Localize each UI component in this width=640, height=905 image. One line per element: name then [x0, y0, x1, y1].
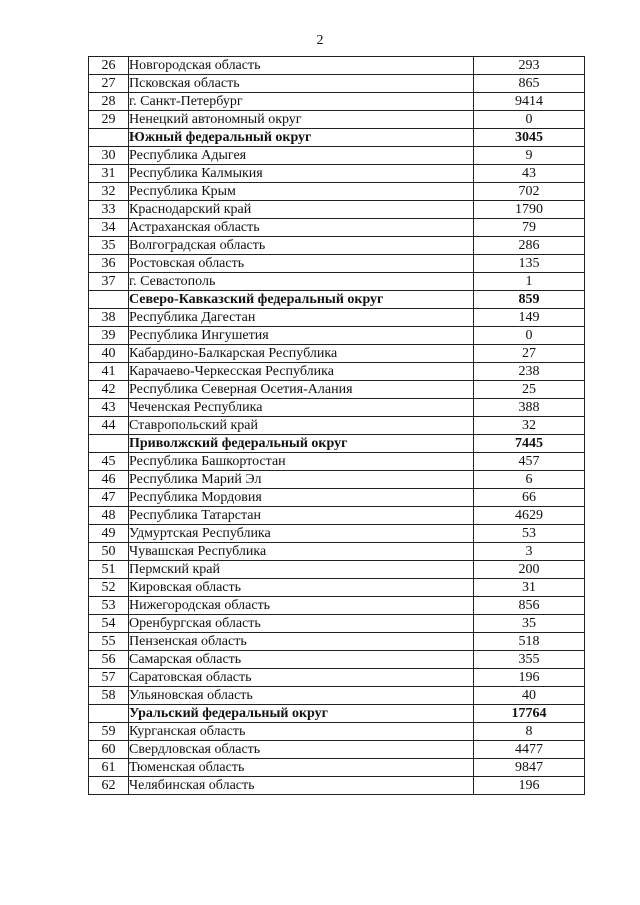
region-name-cell: Республика Башкортостан — [129, 453, 474, 471]
value-cell: 31 — [474, 579, 585, 597]
value-cell: 35 — [474, 615, 585, 633]
row-number-cell: 56 — [89, 651, 129, 669]
row-number-cell: 60 — [89, 741, 129, 759]
value-cell: 9414 — [474, 93, 585, 111]
table-row — [89, 57, 585, 75]
row-number-cell: 36 — [89, 255, 129, 273]
table-row — [89, 471, 585, 489]
region-name-cell: Тюменская область — [129, 759, 474, 777]
page-number: 2 — [316, 33, 324, 48]
value-cell: 25 — [474, 381, 585, 399]
value-cell: 9 — [474, 147, 585, 165]
value-cell: 196 — [474, 777, 585, 795]
row-number-cell: 57 — [89, 669, 129, 687]
row-number-cell: 47 — [89, 489, 129, 507]
region-name-cell: Ненецкий автономный округ — [129, 111, 474, 129]
row-number-cell: 43 — [89, 399, 129, 417]
row-number-cell: 41 — [89, 363, 129, 381]
region-name-cell: Пермский край — [129, 561, 474, 579]
table-row — [89, 165, 585, 183]
table-row — [89, 489, 585, 507]
value-cell: 3045 — [474, 129, 585, 147]
table-row — [89, 237, 585, 255]
region-name-cell: Саратовская область — [129, 669, 474, 687]
region-name-cell: Республика Татарстан — [129, 507, 474, 525]
value-cell: 43 — [474, 165, 585, 183]
table-row — [89, 201, 585, 219]
region-name-cell: Республика Марий Эл — [129, 471, 474, 489]
region-name-cell: Уральский федеральный округ — [129, 705, 474, 723]
region-name-cell: Свердловская область — [129, 741, 474, 759]
region-name-cell: Ульяновская область — [129, 687, 474, 705]
region-name-cell: Республика Дагестан — [129, 309, 474, 327]
row-number-cell: 46 — [89, 471, 129, 489]
table-row — [89, 309, 585, 327]
table-row — [89, 525, 585, 543]
row-number-cell: 54 — [89, 615, 129, 633]
region-name-cell: Южный федеральный округ — [129, 129, 474, 147]
row-number-cell: 51 — [89, 561, 129, 579]
table-row — [89, 399, 585, 417]
value-cell: 79 — [474, 219, 585, 237]
row-number-cell: 44 — [89, 417, 129, 435]
table-row — [89, 453, 585, 471]
row-number-cell: 61 — [89, 759, 129, 777]
value-cell: 4629 — [474, 507, 585, 525]
table-row — [89, 579, 585, 597]
row-number-cell: 53 — [89, 597, 129, 615]
value-cell: 286 — [474, 237, 585, 255]
row-number-cell: 37 — [89, 273, 129, 291]
table-row — [89, 381, 585, 399]
value-cell: 293 — [474, 57, 585, 75]
row-number-cell — [89, 129, 129, 147]
table-row — [89, 273, 585, 291]
table-row — [89, 633, 585, 651]
value-cell: 32 — [474, 417, 585, 435]
table-row — [89, 651, 585, 669]
row-number-cell: 31 — [89, 165, 129, 183]
table-row — [89, 147, 585, 165]
row-number-cell: 32 — [89, 183, 129, 201]
row-number-cell: 62 — [89, 777, 129, 795]
value-cell: 0 — [474, 327, 585, 345]
table-row — [89, 741, 585, 759]
value-cell: 457 — [474, 453, 585, 471]
district-row — [89, 291, 585, 309]
row-number-cell: 50 — [89, 543, 129, 561]
value-cell: 40 — [474, 687, 585, 705]
region-name-cell: Республика Северная Осетия-Алания — [129, 381, 474, 399]
table-row — [89, 417, 585, 435]
region-name-cell: Ростовская область — [129, 255, 474, 273]
row-number-cell — [89, 705, 129, 723]
table-row — [89, 93, 585, 111]
row-number-cell: 55 — [89, 633, 129, 651]
value-cell: 859 — [474, 291, 585, 309]
value-cell: 1 — [474, 273, 585, 291]
row-number-cell: 40 — [89, 345, 129, 363]
table-row — [89, 183, 585, 201]
value-cell: 3 — [474, 543, 585, 561]
table-row — [89, 111, 585, 129]
table-body — [89, 57, 585, 795]
value-cell: 4477 — [474, 741, 585, 759]
value-cell: 8 — [474, 723, 585, 741]
region-name-cell: Республика Ингушетия — [129, 327, 474, 345]
value-cell: 66 — [474, 489, 585, 507]
table-row — [89, 255, 585, 273]
row-number-cell — [89, 435, 129, 453]
table-row — [89, 597, 585, 615]
row-number-cell: 27 — [89, 75, 129, 93]
value-cell: 1790 — [474, 201, 585, 219]
region-name-cell: Астраханская область — [129, 219, 474, 237]
table-row — [89, 687, 585, 705]
region-name-cell: Республика Мордовия — [129, 489, 474, 507]
value-cell: 238 — [474, 363, 585, 381]
table-row — [89, 327, 585, 345]
value-cell: 856 — [474, 597, 585, 615]
region-name-cell: Оренбургская область — [129, 615, 474, 633]
table-row — [89, 759, 585, 777]
row-number-cell: 38 — [89, 309, 129, 327]
row-number-cell — [89, 291, 129, 309]
regions-table — [88, 56, 585, 795]
region-name-cell: Курганская область — [129, 723, 474, 741]
row-number-cell: 35 — [89, 237, 129, 255]
region-name-cell: Приволжский федеральный округ — [129, 435, 474, 453]
value-cell: 702 — [474, 183, 585, 201]
value-cell: 355 — [474, 651, 585, 669]
table-row — [89, 543, 585, 561]
row-number-cell: 39 — [89, 327, 129, 345]
region-name-cell: г. Севастополь — [129, 273, 474, 291]
value-cell: 17764 — [474, 705, 585, 723]
table-row — [89, 363, 585, 381]
table-row — [89, 615, 585, 633]
value-cell: 6 — [474, 471, 585, 489]
region-name-cell: Республика Крым — [129, 183, 474, 201]
row-number-cell: 29 — [89, 111, 129, 129]
value-cell: 518 — [474, 633, 585, 651]
region-name-cell: Нижегородская область — [129, 597, 474, 615]
table-row — [89, 507, 585, 525]
district-row — [89, 705, 585, 723]
region-name-cell: Волгоградская область — [129, 237, 474, 255]
value-cell: 388 — [474, 399, 585, 417]
region-name-cell: Псковская область — [129, 75, 474, 93]
row-number-cell: 58 — [89, 687, 129, 705]
region-name-cell: г. Санкт-Петербург — [129, 93, 474, 111]
row-number-cell: 34 — [89, 219, 129, 237]
district-row — [89, 435, 585, 453]
region-name-cell: Кабардино-Балкарская Республика — [129, 345, 474, 363]
district-row — [89, 129, 585, 147]
row-number-cell: 45 — [89, 453, 129, 471]
row-number-cell: 59 — [89, 723, 129, 741]
row-number-cell: 30 — [89, 147, 129, 165]
row-number-cell: 33 — [89, 201, 129, 219]
region-name-cell: Ставропольский край — [129, 417, 474, 435]
region-name-cell: Карачаево-Черкесская Республика — [129, 363, 474, 381]
value-cell: 27 — [474, 345, 585, 363]
value-cell: 0 — [474, 111, 585, 129]
region-name-cell: Краснодарский край — [129, 201, 474, 219]
region-name-cell: Республика Калмыкия — [129, 165, 474, 183]
row-number-cell: 42 — [89, 381, 129, 399]
region-name-cell: Пензенская область — [129, 633, 474, 651]
row-number-cell: 52 — [89, 579, 129, 597]
value-cell: 7445 — [474, 435, 585, 453]
region-name-cell: Северо-Кавказский федеральный округ — [129, 291, 474, 309]
table-row — [89, 75, 585, 93]
region-name-cell: Удмуртская Республика — [129, 525, 474, 543]
value-cell: 196 — [474, 669, 585, 687]
value-cell: 9847 — [474, 759, 585, 777]
row-number-cell: 28 — [89, 93, 129, 111]
region-name-cell: Самарская область — [129, 651, 474, 669]
table-row — [89, 219, 585, 237]
region-name-cell: Новгородская область — [129, 57, 474, 75]
table-row — [89, 723, 585, 741]
region-name-cell: Республика Адыгея — [129, 147, 474, 165]
row-number-cell: 49 — [89, 525, 129, 543]
table-row — [89, 669, 585, 687]
region-name-cell: Чувашская Республика — [129, 543, 474, 561]
value-cell: 53 — [474, 525, 585, 543]
region-name-cell: Кировская область — [129, 579, 474, 597]
value-cell: 149 — [474, 309, 585, 327]
table-row — [89, 561, 585, 579]
table-row — [89, 345, 585, 363]
value-cell: 200 — [474, 561, 585, 579]
value-cell: 135 — [474, 255, 585, 273]
table-row — [89, 777, 585, 795]
region-name-cell: Чеченская Республика — [129, 399, 474, 417]
row-number-cell: 26 — [89, 57, 129, 75]
region-name-cell: Челябинская область — [129, 777, 474, 795]
row-number-cell: 48 — [89, 507, 129, 525]
value-cell: 865 — [474, 75, 585, 93]
